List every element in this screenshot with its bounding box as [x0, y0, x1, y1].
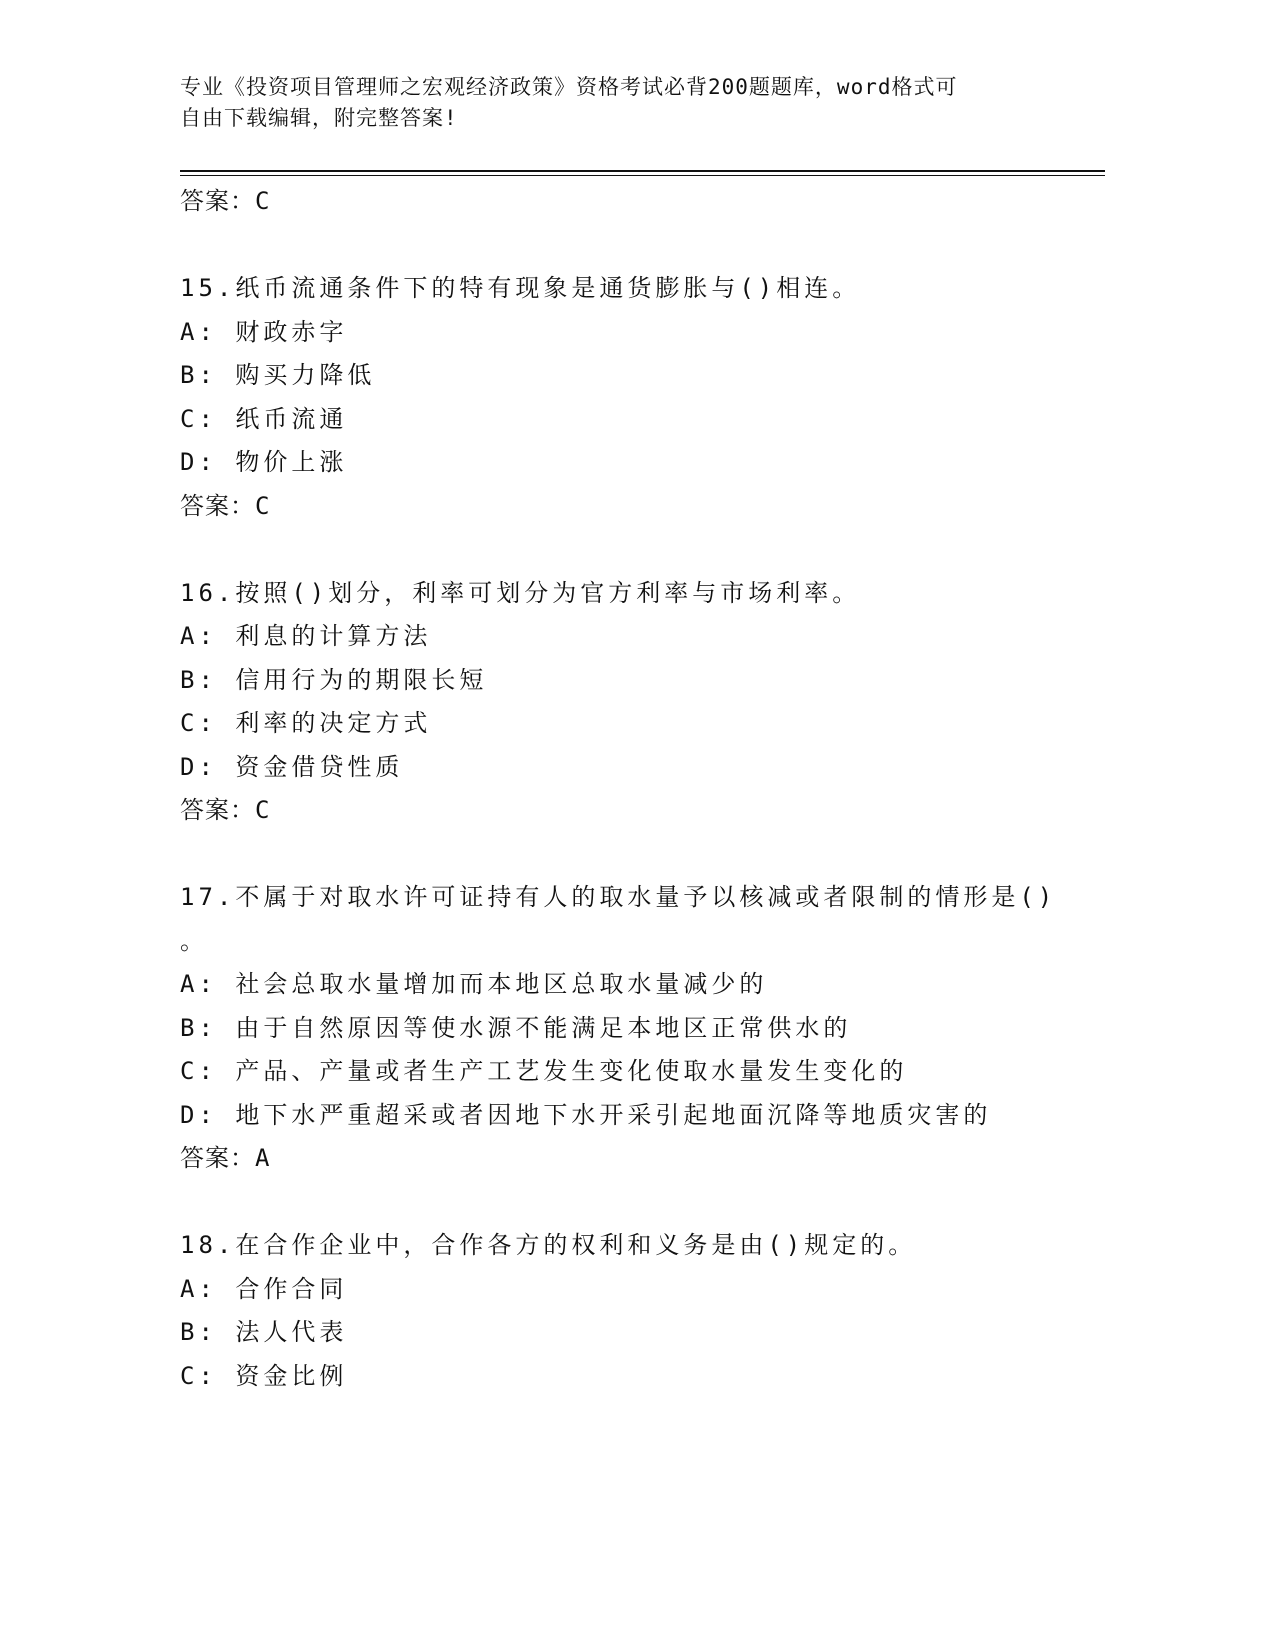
option-c: C: 产品、产量或者生产工艺发生变化使取水量发生变化的 — [180, 1057, 908, 1085]
answer: 答案：C — [180, 491, 271, 520]
header-line-2: 自由下载编辑，附完整答案! — [180, 106, 458, 130]
question-17 — [180, 876, 1057, 1181]
answer: 答案：C — [180, 187, 271, 215]
question-text: 16.按照()划分，利率可划分为官方利率与市场利率。 — [180, 578, 861, 607]
option-a: A: 财政赤字 — [180, 317, 348, 346]
option-b: B: 购买力降低 — [180, 361, 376, 389]
answer: 答案：A — [180, 1144, 271, 1172]
option-a: A: 利息的计算方法 — [180, 622, 432, 650]
question-text: 17.不属于对取水许可证持有人的取水量予以核减或者限制的情形是() — [180, 883, 1057, 911]
option-c: C: 纸币流通 — [180, 404, 348, 433]
option-d: D: 资金借贷性质 — [180, 752, 404, 781]
option-d: D: 地下水严重超采或者因地下水开采引起地面沉降等地质灾害的 — [180, 1100, 992, 1129]
option-c: C: 资金比例 — [180, 1361, 348, 1390]
option-a: A: 合作合同 — [180, 1274, 348, 1303]
question-text-continued: 。 — [180, 926, 208, 955]
question-18 — [180, 1224, 1030, 1398]
question-list — [180, 180, 1057, 1398]
question-16 — [180, 572, 1030, 833]
divider — [180, 170, 1105, 172]
option-b: B: 信用行为的期限长短 — [180, 665, 488, 694]
option-c: C: 利率的决定方式 — [180, 709, 432, 737]
question-text: 15.纸币流通条件下的特有现象是通货膨胀与()相连。 — [180, 274, 861, 302]
option-b: B: 由于自然原因等使水源不能满足本地区正常供水的 — [180, 1013, 852, 1042]
option-a: A: 社会总取水量增加而本地区总取水量减少的 — [180, 970, 768, 998]
header-line-1: 专业《投资项目管理师之宏观经济政策》资格考试必背200题题库，word格式可 — [180, 75, 958, 99]
question-15 — [180, 267, 1030, 528]
option-d: D: 物价上涨 — [180, 448, 348, 476]
option-b: B: 法人代表 — [180, 1318, 348, 1346]
document-header — [180, 72, 1040, 134]
question-text: 18.在合作企业中，合作各方的权利和义务是由()规定的。 — [180, 1231, 917, 1259]
divider — [180, 175, 1105, 176]
answer: 答案：C — [180, 796, 271, 824]
